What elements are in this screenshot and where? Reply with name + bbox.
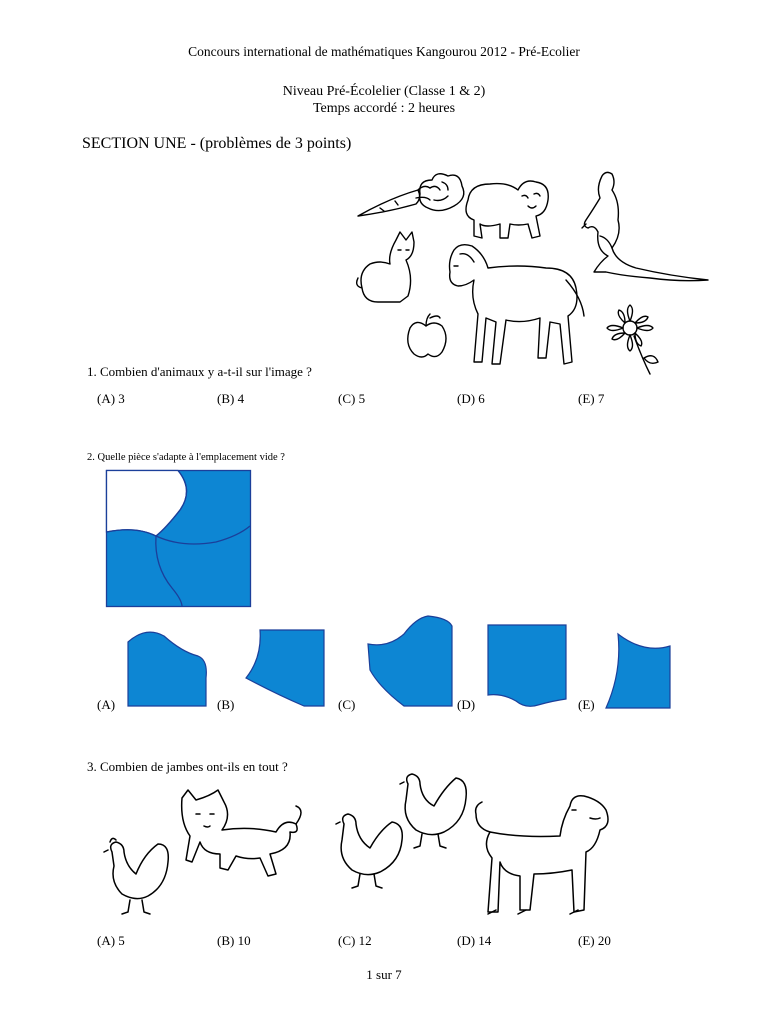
q1-answer-e[interactable]: (E) 7 (578, 391, 605, 406)
q1-answer-d[interactable]: (D) 6 (457, 391, 485, 406)
q1-answer-b[interactable]: (B) 4 (217, 391, 245, 406)
q3-answer-d[interactable]: (D) 14 (457, 933, 492, 948)
bulldog-icon (466, 181, 548, 238)
page-number: 1 sur 7 (366, 967, 402, 982)
q1-answer-a[interactable]: (A) 3 (97, 391, 125, 406)
level-line: Niveau Pré-Écolelier (Classe 1 & 2) (282, 84, 486, 99)
chicken-icon (104, 838, 168, 914)
dog-icon (476, 796, 608, 914)
competition-title: Concours international de mathématiques Kangourou 2012 - Pré-Ecolier (188, 44, 580, 59)
q2-answer-b[interactable]: (B) (217, 697, 235, 712)
time-line: Temps accordé : 2 heures (312, 101, 456, 116)
question-2-text: 2. Quelle pièce s'adapte à l'emplacement vide ? (87, 452, 285, 463)
question-1-text: 1. Combien d'animaux y a-t-il sur l'image ? (87, 364, 312, 379)
piece-e-shape[interactable] (604, 632, 674, 710)
cat-icon (357, 232, 414, 302)
cat-icon (182, 790, 301, 876)
q1-answer-c[interactable]: (C) 5 (338, 391, 366, 406)
q3-answer-c[interactable]: (C) 12 (338, 933, 372, 948)
piece-a-shape[interactable] (126, 628, 208, 708)
q1-illustration (350, 168, 720, 383)
lettuce-icon (420, 174, 464, 211)
kangaroo-icon (582, 172, 708, 280)
q2-answer-e[interactable]: (E) (578, 697, 595, 712)
q3-answer-a[interactable]: (A) 5 (97, 933, 125, 948)
flower-icon (607, 305, 658, 374)
q3-answer-b[interactable]: (B) 10 (217, 933, 251, 948)
piece-d-shape[interactable] (486, 623, 568, 709)
section-title: SECTION UNE - (problèmes de 3 points) (82, 135, 352, 152)
puzzle-square (106, 470, 251, 607)
piece-b-shape[interactable] (246, 628, 326, 708)
q3-illustration (100, 770, 620, 925)
piece-c-shape[interactable] (366, 614, 454, 708)
q2-answer-a[interactable]: (A) (97, 697, 116, 712)
q2-answer-d[interactable]: (D) (457, 697, 476, 712)
q3-answer-e[interactable]: (E) 20 (578, 933, 611, 948)
apple-icon (408, 314, 446, 357)
q2-answer-c[interactable]: (C) (338, 697, 356, 712)
chicken-icon (336, 814, 402, 888)
question-3-text: 3. Combien de jambes ont-ils en tout ? (87, 759, 288, 774)
pony-icon (450, 245, 585, 364)
chicken-icon (400, 774, 466, 848)
